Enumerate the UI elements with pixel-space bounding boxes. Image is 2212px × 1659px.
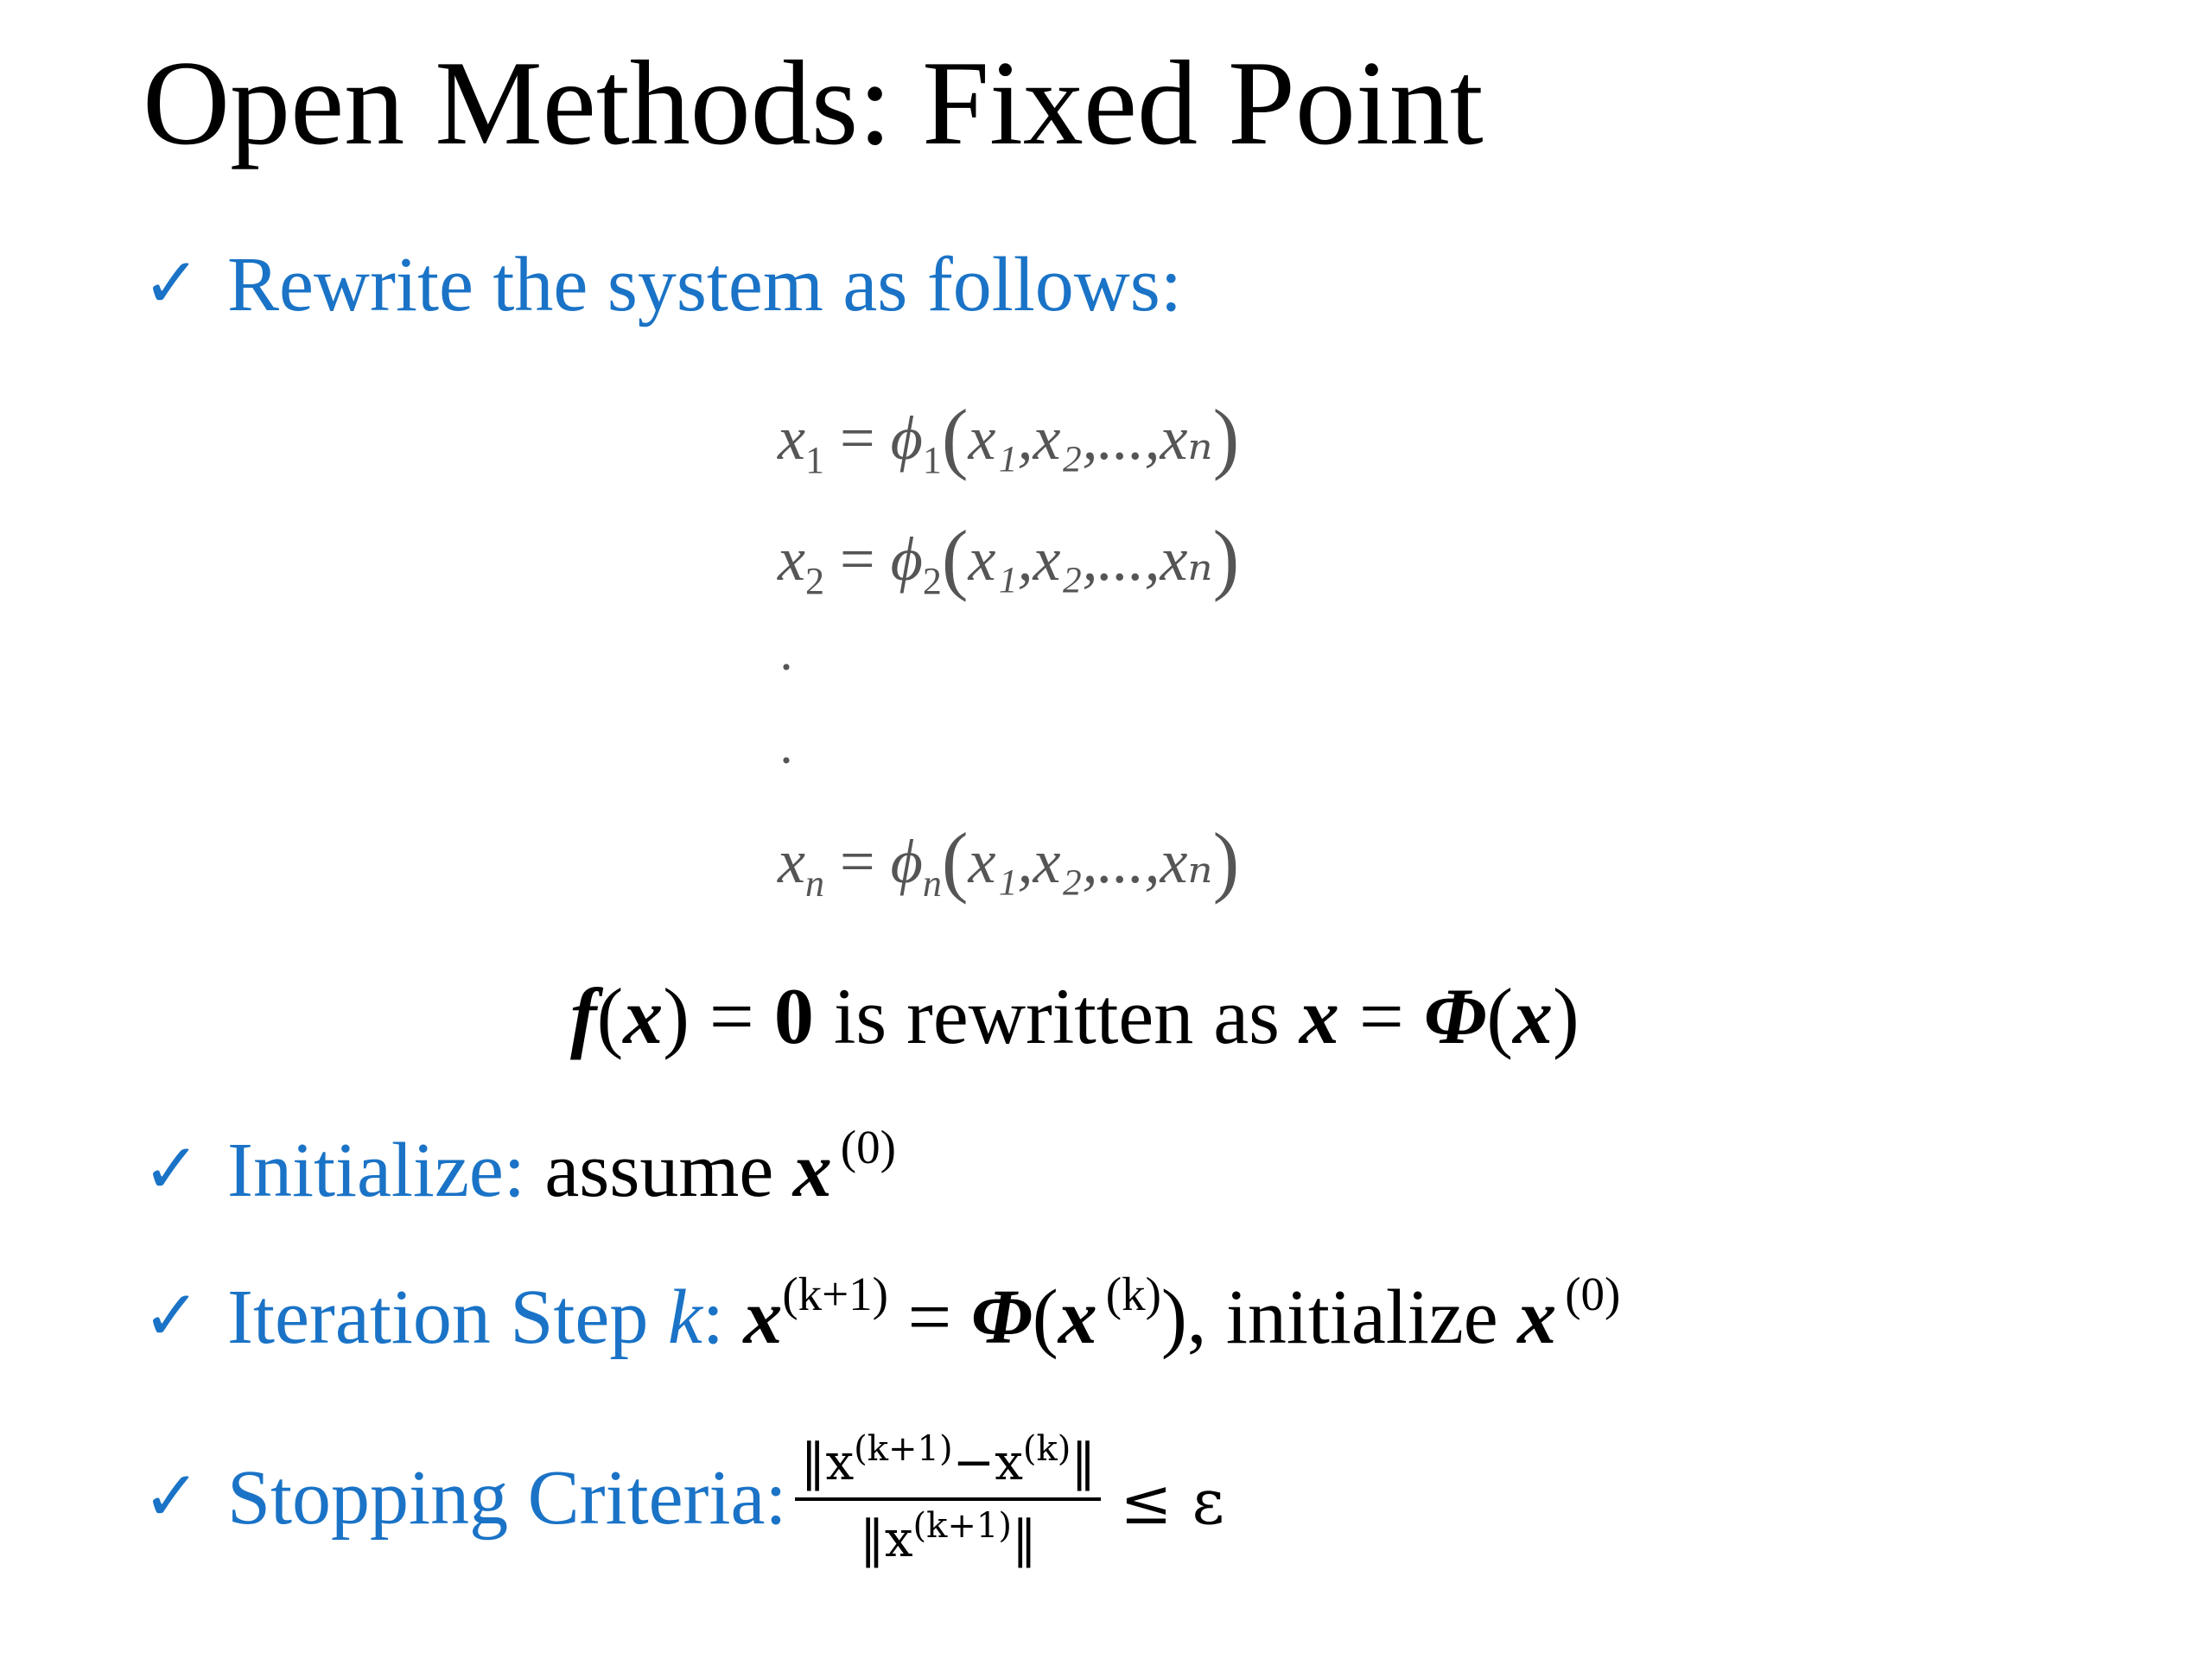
checkmark-icon: ✓	[143, 1128, 201, 1209]
ellipsis-dot: ·	[778, 639, 795, 696]
bullet-iteration-label: Iteration Step k:	[227, 1274, 724, 1360]
fraction-denominator: $‖x^{(k+1)}‖$	[859, 1505, 1037, 1568]
stopping-fraction	[795, 1427, 1101, 1570]
bullet-initialize-label: Initialize:	[227, 1128, 525, 1213]
ellipsis-dot: ·	[778, 732, 795, 789]
equation-row-n: $x_n = \phi_n(x_1,x_2,...,x_n)$	[778, 817, 1240, 905]
fraction-numerator: $‖x^{(k+1)}-x^{(k)}‖$	[795, 1427, 1101, 1501]
bullet-initialize: ✓ Initialize: assume x $^{(0)}$	[143, 1121, 896, 1213]
bullet-stopping-label: Stopping Criteria:	[227, 1455, 787, 1541]
slide-title: Open Methods: Fixed Point	[143, 36, 1484, 170]
bullet-rewrite-label: Rewrite the system as follows:	[227, 242, 1182, 327]
checkmark-icon: ✓	[143, 1275, 201, 1356]
bullet-iteration: ✓ Iteration Step k: $x^{(k+1)} = \Phi(x$ $^{(k)}$), initialize x $^{(0)}$	[143, 1268, 1621, 1360]
bullet-stopping	[143, 1429, 1224, 1577]
rewritten-equation: f(x) = 0 is rewritten as x = Φ(x)	[570, 972, 1580, 1060]
checkmark-icon: ✓	[143, 1456, 201, 1537]
checkmark-icon: ✓	[143, 243, 201, 323]
stopping-relation: ≤ ε	[1120, 1465, 1224, 1539]
equation-row-2: $x_2 = \phi_2(x_1,x_2,...,x_n)$	[778, 514, 1240, 602]
equation-row-1: $x_1 = \phi_1(x_1,x_2,...,x_n)$	[778, 393, 1240, 481]
bullet-rewrite	[143, 242, 1182, 327]
